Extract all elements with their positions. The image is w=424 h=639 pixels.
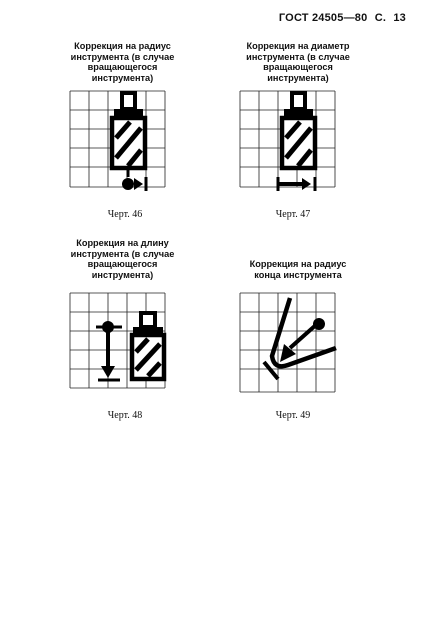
tool-diameter-correction-icon: [278, 93, 315, 191]
figure-48-title: Коррекция на длину инструмента (в случае вращающегося инструмента): [70, 238, 175, 280]
figure-49-title: Коррекция на радиус конца инструмента: [249, 259, 347, 280]
page-number: 13: [393, 12, 406, 24]
figure-48-caption: Черт. 48: [107, 410, 143, 421]
tool-tip-radius-correction-icon: [264, 298, 336, 379]
figure-49-diagram: [240, 288, 346, 398]
figure-46-title: Коррекция на радиус инструмента (в случае вращающегося инструмента): [70, 41, 175, 83]
tool-radius-correction-icon: [112, 93, 146, 191]
figure-47-caption: Черт. 47: [275, 209, 311, 220]
figure-48-diagram: [70, 288, 176, 394]
figure-46-caption: Черт. 46: [107, 209, 143, 220]
page-header: [275, 12, 406, 24]
figure-49-caption: Черт. 49: [275, 410, 311, 421]
tool-length-correction-icon: [96, 313, 164, 380]
figure-47-diagram: [240, 86, 346, 192]
figure-46-diagram: [70, 86, 176, 192]
figure-47-title: Коррекция на диаметр инструмента (в случае вращающегося инструмента): [246, 41, 350, 83]
standard-number: ГОСТ 24505—80: [278, 12, 368, 24]
copyright-mark: С.: [374, 12, 387, 24]
